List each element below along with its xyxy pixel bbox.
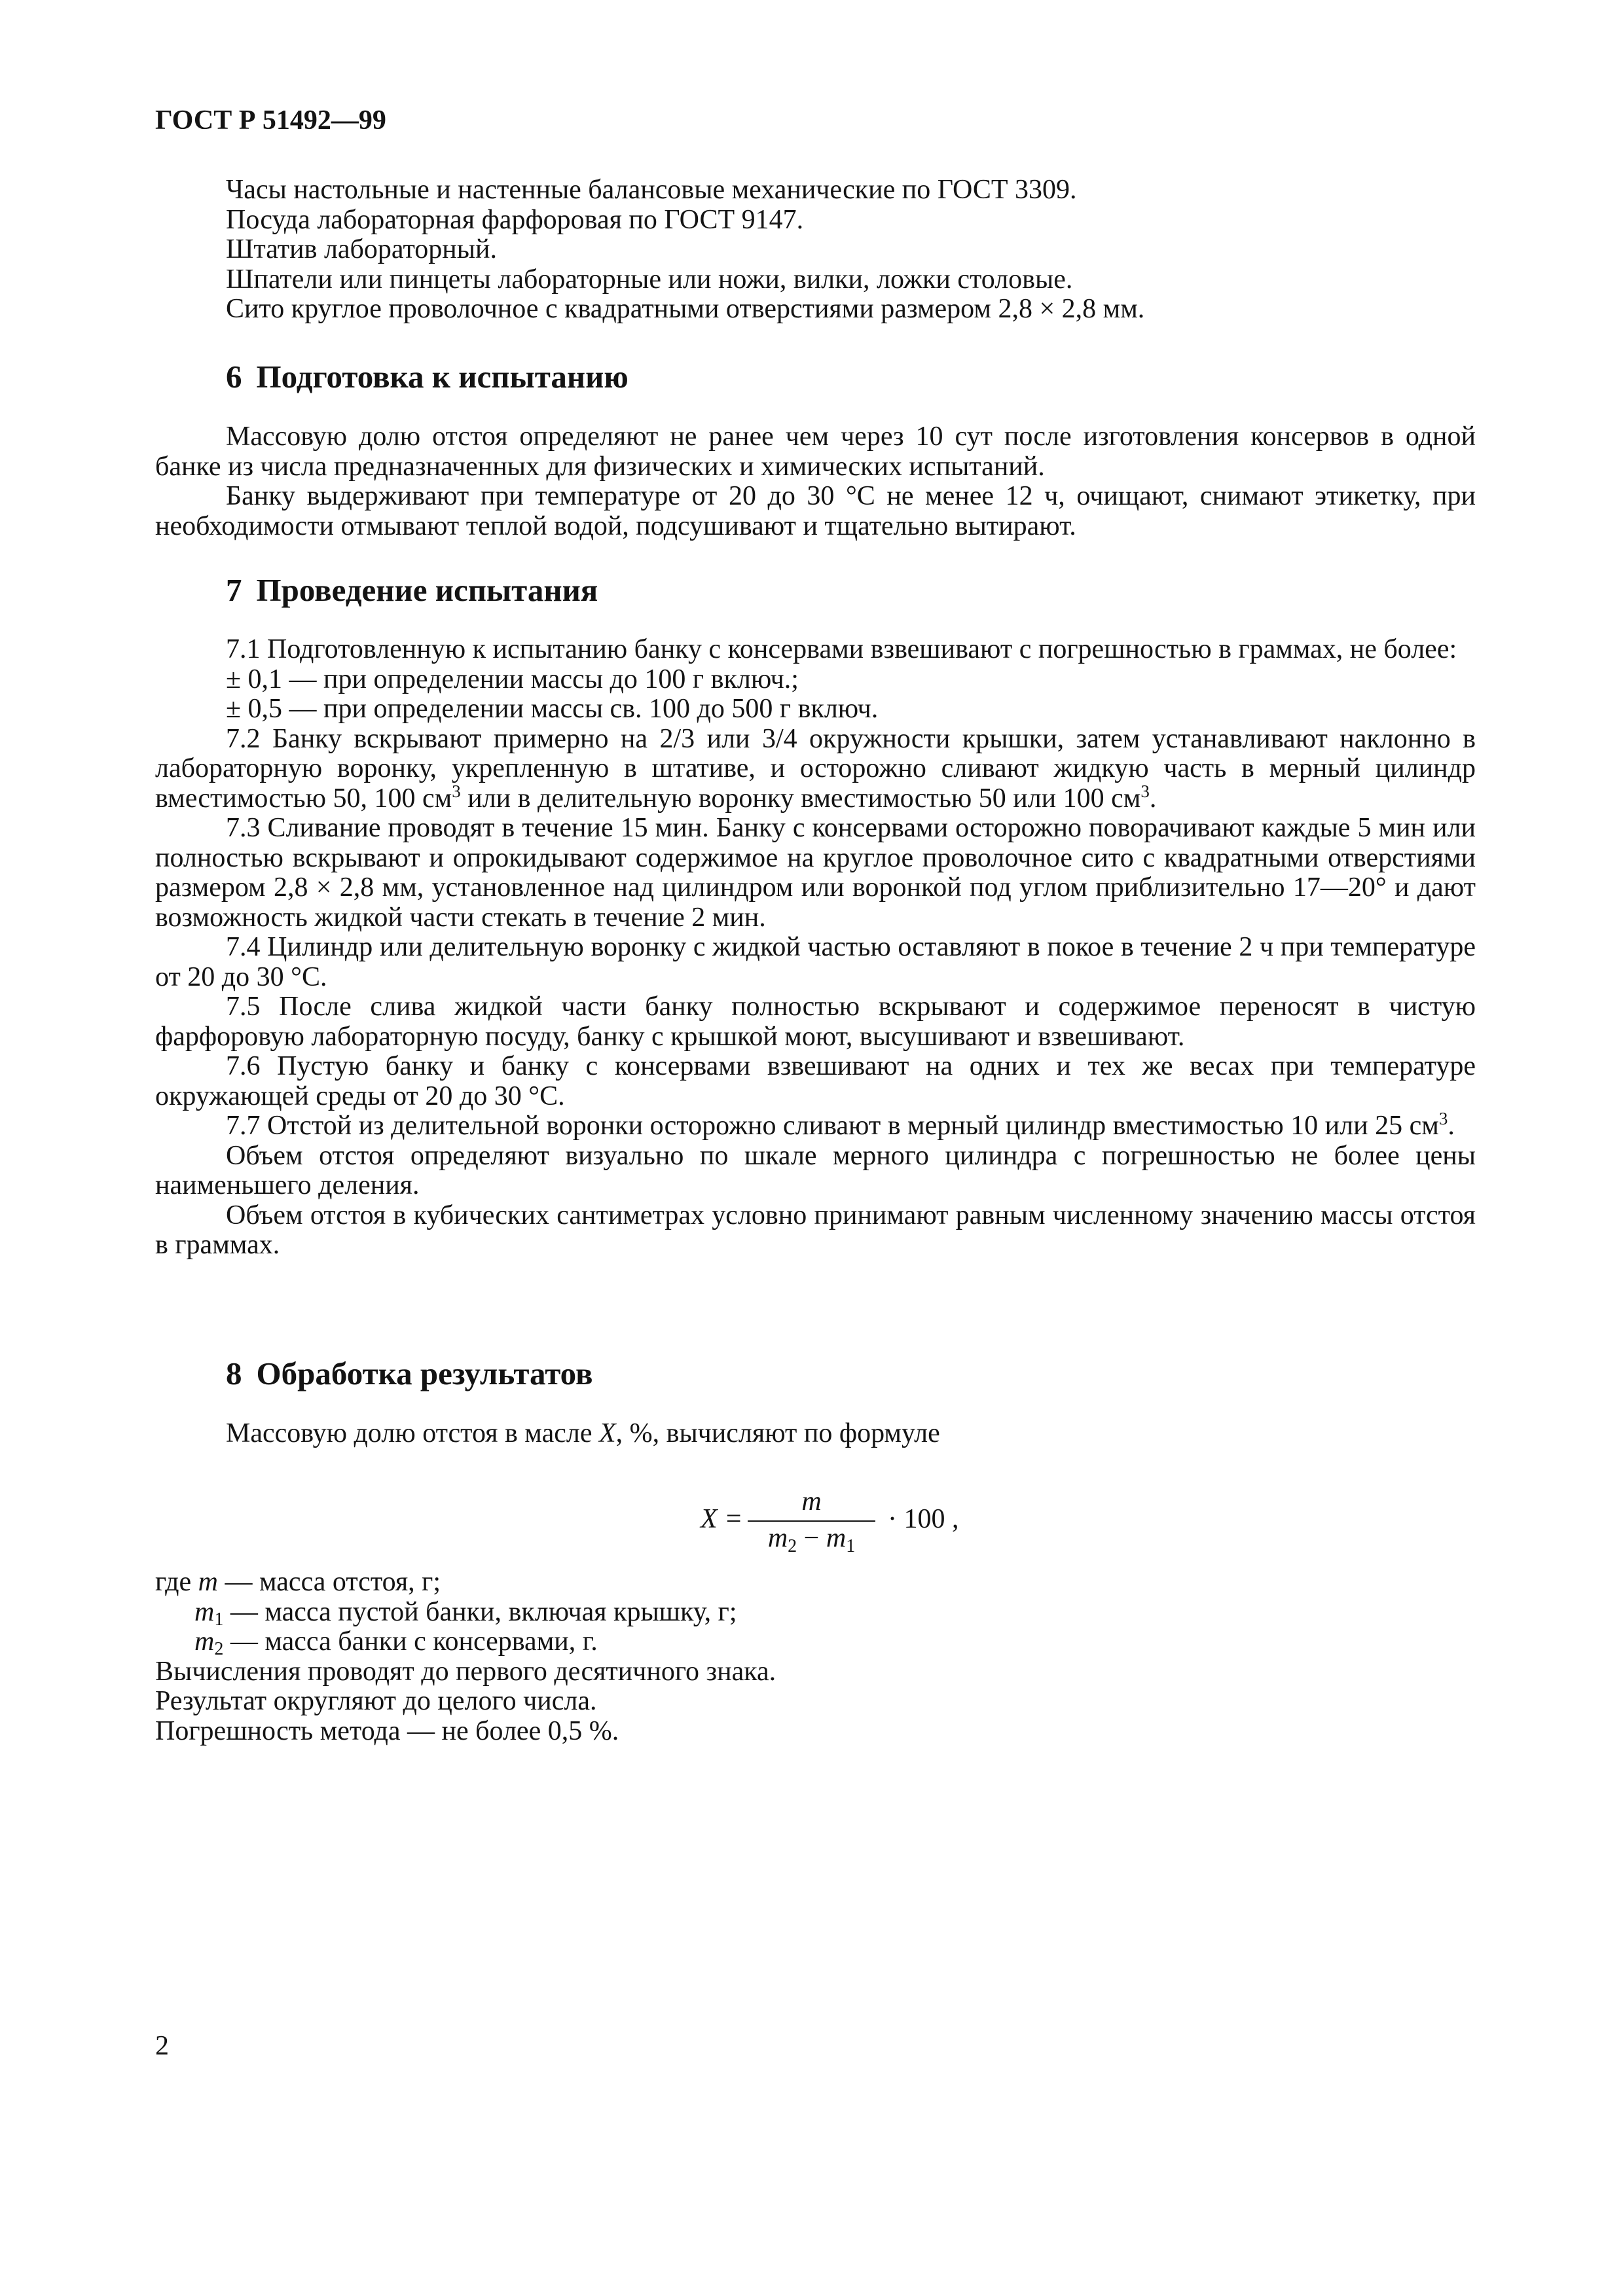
definition-text: — масса отстоя, г; bbox=[218, 1567, 441, 1597]
superscript: 3 bbox=[1438, 1109, 1448, 1128]
tolerance-item: ± 0,1 — при определении массы до 100 г включ.; bbox=[226, 664, 799, 694]
subscript: 2 bbox=[214, 1639, 224, 1659]
paragraph: Объем отстоя определяют визуально по шкале мерного цилиндра с погрешностью не более цены наименьшего деления. bbox=[155, 1140, 1476, 1200]
note-line: Вычисления проводят до первого десятичного знака. bbox=[155, 1656, 776, 1687]
paragraph-7-3: 7.3 Сливание проводят в течение 15 мин. Банку с консервами осторожно поворачивают каждые 5 мин или полностью вскрывают и опрокидывают содержимое на круглое проволочное сито с квадратными отверстиями размером 2,8 × 2,8 мм, установленное над цилиндром или воронкой под углом приблизительно 17—20° и дают возможность жидкой части стекать в течение 2 мин. bbox=[155, 813, 1476, 933]
equipment-item: Посуда лабораторная фарфоровая по ГОСТ 9147. bbox=[226, 204, 804, 235]
paragraph-7-1: 7.1 Подготовленную к испытанию банку с консервами взвешивают с погрешностью в граммах, не более: bbox=[226, 634, 1457, 664]
equipment-item: Часы настольные и настенные балансовые механические по ГОСТ 3309. bbox=[226, 175, 1077, 205]
variable: m bbox=[198, 1567, 218, 1597]
paragraph-text: . bbox=[1149, 783, 1157, 814]
variable-definitions bbox=[155, 1568, 776, 1746]
paragraph: Объем отстоя в кубических сантиметрах условно принимают равным численному значению массы отстоя в граммах. bbox=[155, 1200, 1476, 1260]
tolerance-item: ± 0,5 — при определении массы св. 100 до 500 г включ. bbox=[226, 694, 879, 724]
equipment-list bbox=[155, 175, 1476, 325]
formula-rhs: · 100 , bbox=[888, 1504, 959, 1534]
definition-text: — масса банки с консервами, г. bbox=[223, 1626, 598, 1657]
variable-letter: m bbox=[194, 1596, 215, 1627]
variable: m bbox=[826, 1523, 847, 1553]
note-line: Погрешность метода — не более 0,5 %. bbox=[155, 1715, 619, 1746]
variable bbox=[194, 1626, 223, 1657]
page-number: 2 bbox=[155, 2031, 169, 2061]
variable bbox=[194, 1596, 224, 1630]
variable: m bbox=[767, 1523, 788, 1553]
section-number: 7 bbox=[226, 572, 242, 608]
paragraph-7-6: 7.6 Пустую банку и банку с консервами взвешивают на одних и тех же весах при температуре окружающей среды от 20 до 30 °С. bbox=[155, 1051, 1476, 1111]
note-line: Результат округляют до целого числа. bbox=[155, 1686, 597, 1716]
equipment-item: Штатив лабораторный. bbox=[226, 234, 497, 264]
fraction-bar bbox=[748, 1520, 875, 1522]
paragraph: Банку выдерживают при температуре от 20 до 30 °С не менее 12 ч, очищают, снимают этикетку, при необходимости отмывают теплой водой, подсушивают и тщательно вытирают. bbox=[155, 481, 1476, 541]
paragraph: Массовую долю отстоя определяют не ранее чем через 10 сут после изготовления консервов в одной банке из числа предназначенных для физических и химических испытаний. bbox=[155, 422, 1476, 482]
superscript: 3 bbox=[452, 781, 461, 801]
document-header: ГОСТ Р 51492—99 bbox=[155, 105, 386, 135]
paragraph-text: 7.7 Отстой из делительной воронки осторожно сливают в мерный цилиндр вместимостью 10 или 25 см bbox=[226, 1111, 1439, 1141]
intro-text: Массовую долю отстоя в масле bbox=[226, 1418, 599, 1448]
definition-row bbox=[155, 1598, 776, 1628]
section-8-intro bbox=[155, 1419, 1476, 1449]
variable: X bbox=[598, 1418, 616, 1448]
paragraph-7-4: 7.4 Цилиндр или делительную воронку с жидкой частью оставляют в покое в течение 2 ч при температуре от 20 до 30 °С. bbox=[155, 932, 1476, 992]
section-number: 8 bbox=[226, 1355, 242, 1391]
fraction-numerator: m bbox=[801, 1486, 822, 1516]
intro-text: , %, вычисляют по формуле bbox=[615, 1418, 940, 1448]
variable-letter: m bbox=[194, 1626, 215, 1657]
equipment-item: Сито круглое проволочное с квадратными отверстиями размером 2,8 × 2,8 мм. bbox=[226, 294, 1145, 324]
section-title: Проведение испытания bbox=[256, 572, 598, 608]
definition-row bbox=[155, 1627, 776, 1657]
definition-row bbox=[155, 1568, 776, 1598]
definition-text: — масса пустой банки, включая крышку, г; bbox=[223, 1596, 737, 1627]
paragraph-7-2 bbox=[155, 725, 1476, 814]
section-6-heading bbox=[226, 358, 629, 395]
paragraph-text: 7.2 Банку вскрывают примерно на 2/3 или 3/4 окружности крышки, затем устанавливают наклонно в лабораторную воронку, укрепленную в штативе, и осторожно сливают жидкую часть в мерный цилиндр вместимостью 50, 100 см bbox=[155, 723, 1476, 814]
equipment-item: Шпатели или пинцеты лабораторные или ножи, вилки, ложки столовые. bbox=[226, 264, 1073, 295]
paragraph-text: . bbox=[1448, 1111, 1455, 1141]
section-6-body bbox=[155, 422, 1476, 541]
superscript: 3 bbox=[1140, 781, 1150, 801]
section-number: 6 bbox=[226, 359, 242, 395]
section-title: Обработка результатов bbox=[256, 1355, 593, 1391]
paragraph-7-5: 7.5 После слива жидкой части банку полностью вскрывают и содержимое переносят в чистую фарфоровую лабораторную посуду, банку с крышкой моют, высушивают и взвешивают. bbox=[155, 992, 1476, 1052]
formula-lhs: X = bbox=[701, 1504, 743, 1534]
paragraph-text: или в делительную воронку вместимостью 50 или 100 см bbox=[460, 783, 1141, 814]
section-7-heading bbox=[226, 571, 598, 609]
paragraph-7-7 bbox=[155, 1111, 1476, 1141]
subscript: 1 bbox=[846, 1536, 856, 1556]
subscript: 1 bbox=[214, 1609, 224, 1630]
subscript: 2 bbox=[788, 1536, 797, 1556]
definition-prefix: где bbox=[155, 1567, 198, 1597]
operator: − bbox=[797, 1523, 826, 1553]
section-title: Подготовка к испытанию bbox=[256, 359, 629, 395]
fraction-denominator bbox=[741, 1522, 882, 1554]
section-7-body bbox=[155, 635, 1476, 1261]
section-8-heading bbox=[226, 1355, 593, 1392]
formula-intro bbox=[155, 1419, 1476, 1449]
